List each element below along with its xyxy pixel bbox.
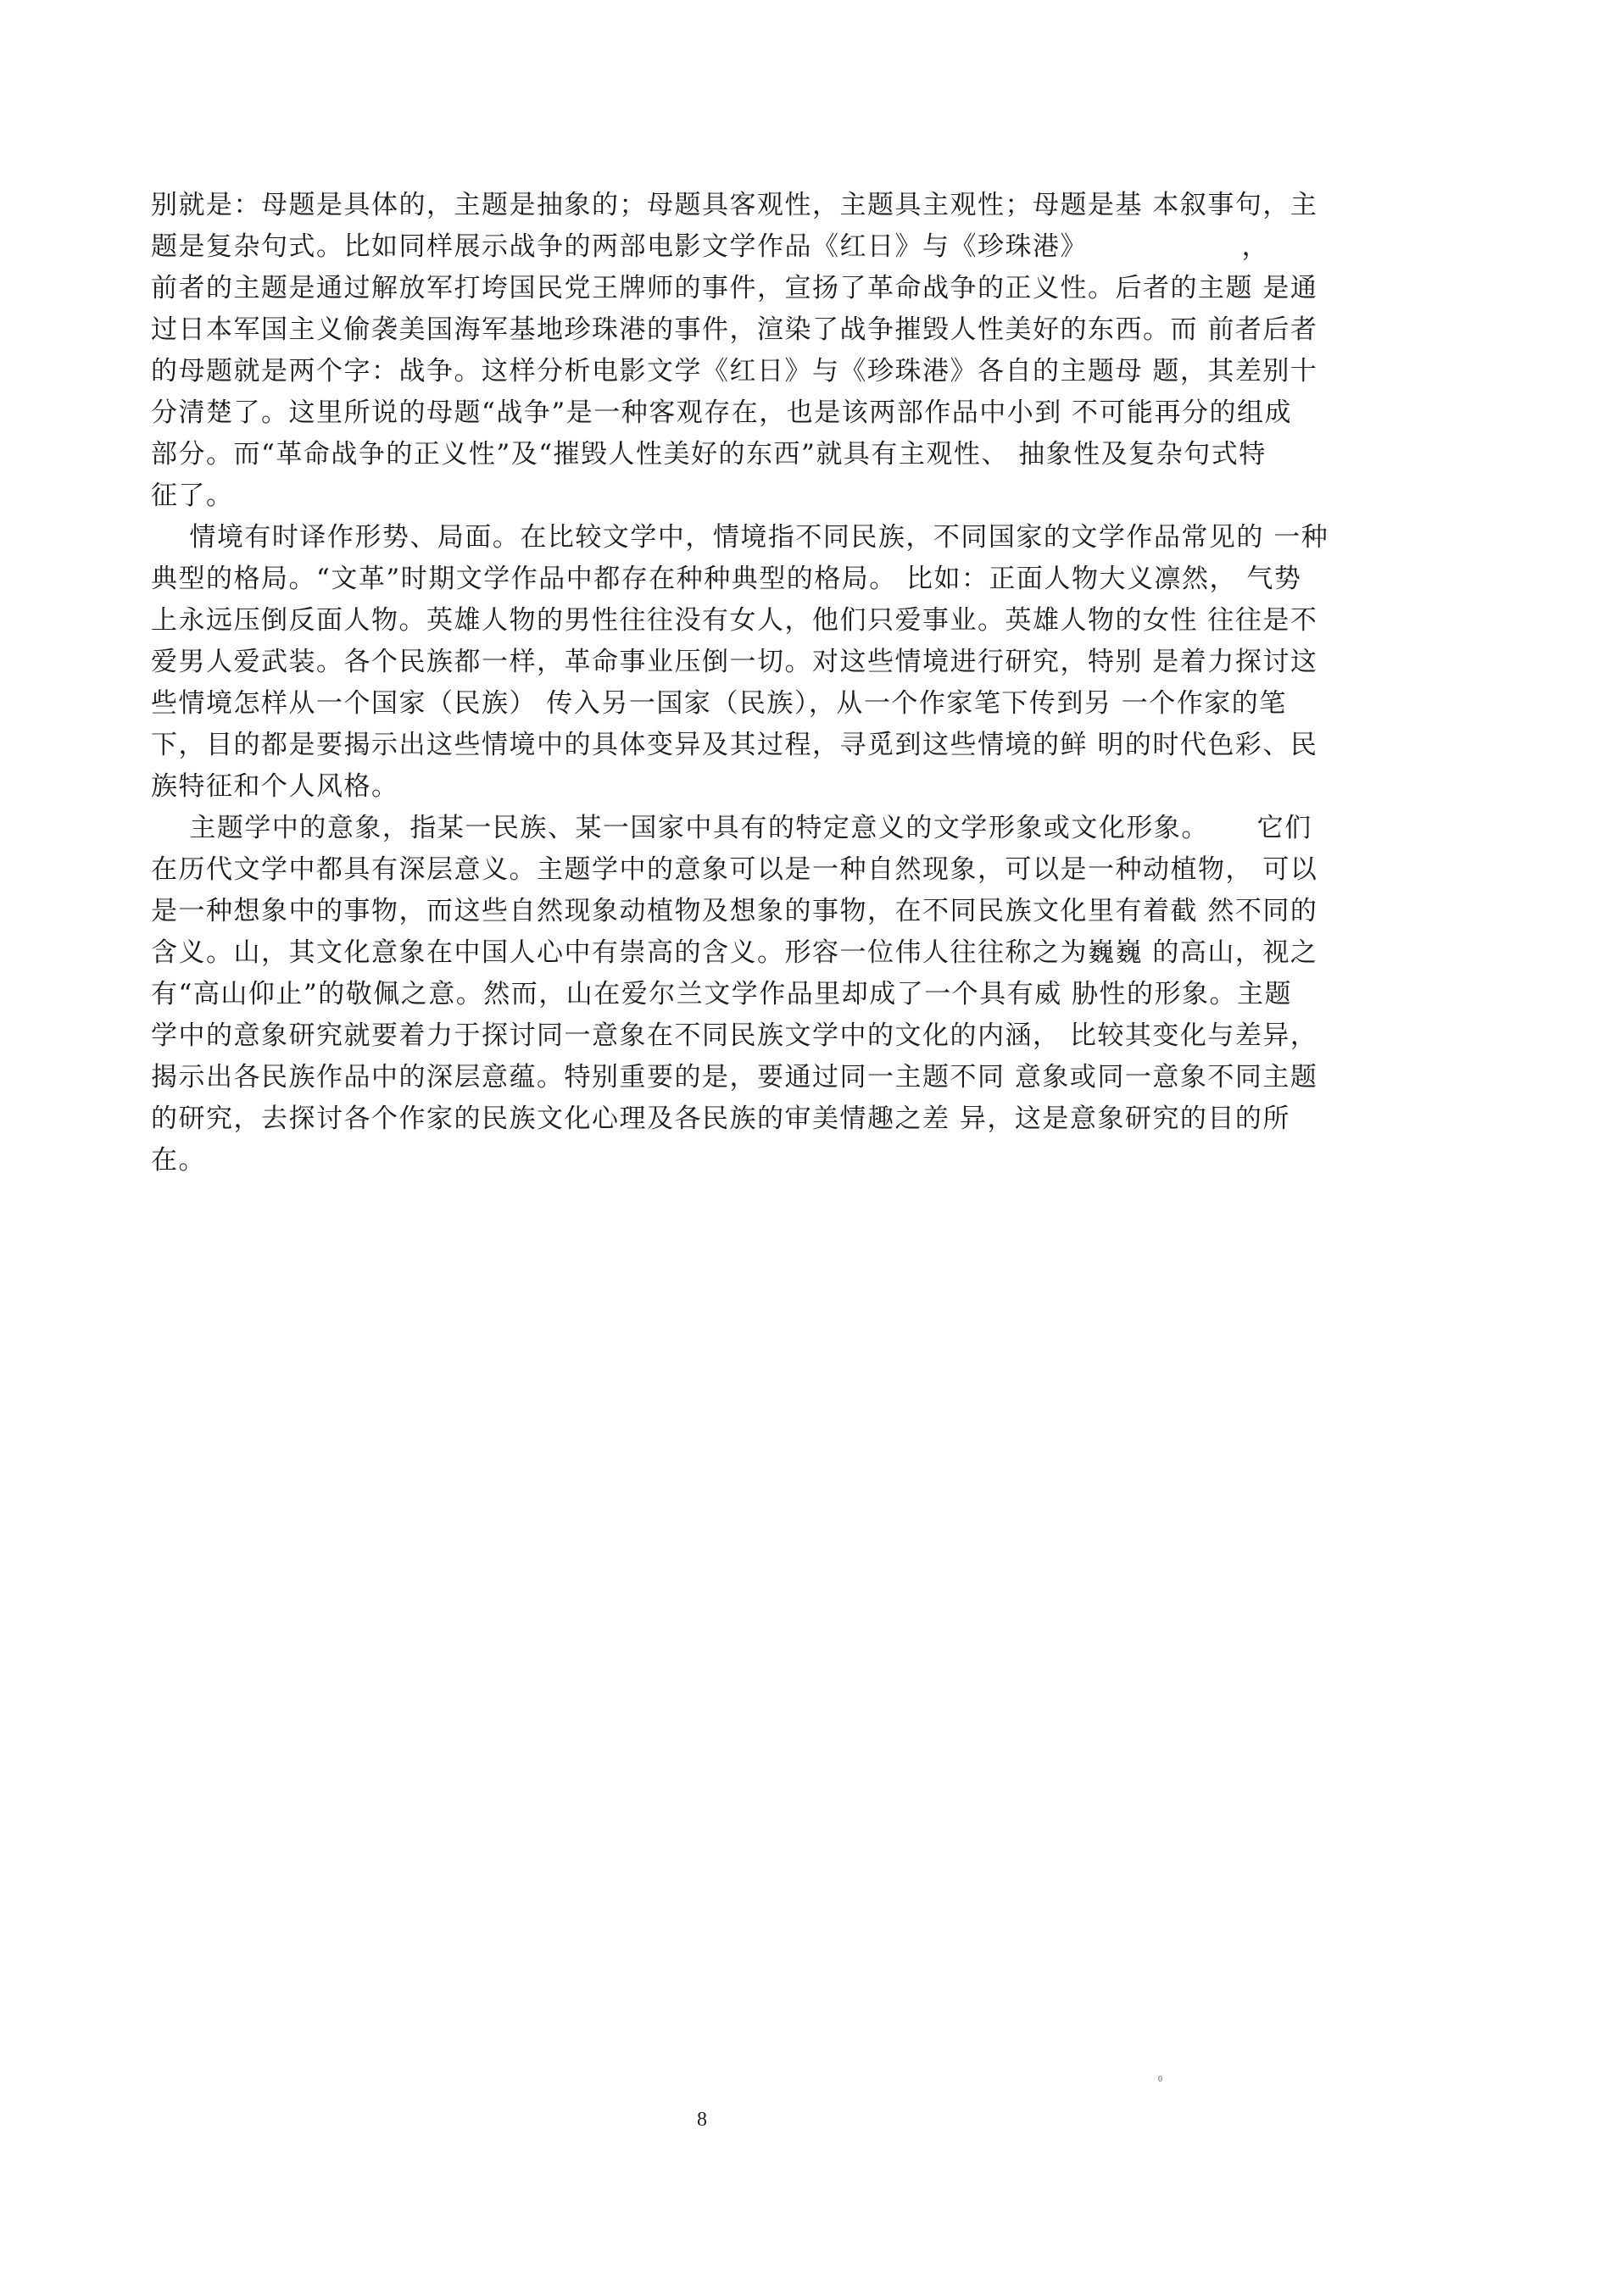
text-line: 情境有时译作形势、局面。在比较文学中，情境指不同民族，不同国家的文学作品常见的 一种	[151, 522, 1329, 553]
body-text	[151, 185, 1470, 1181]
footer-mark: 0	[1158, 2075, 1162, 2084]
text-line: 分清楚了。这里所说的母题“战争”是一种客观存在，也是该两部作品中小到 不可能再分的组成	[151, 397, 1293, 428]
text-line: 过日本军国主义偷袭美国海军基地珍珠港的事件，渲染了战争摧毁人性美好的东西。而 前者后者	[151, 314, 1318, 345]
text-line: 是一种想象中的事物，而这些自然现象动植物及想象的事物，在不同民族文化里有着截 然不同的	[151, 896, 1318, 926]
text-line: 的研究，去探讨各个作家的民族文化心理及各民族的审美情趣之差 异，这是意象研究的目的所	[151, 1104, 1290, 1134]
text-line: 些情境怎样从一个国家（民族） 传入另一国家（民族），从一个作家笔下传到另 一个作家的笔	[151, 688, 1287, 719]
text-line: 的母题就是两个字：战争。这样分析电影文学《红日》与《珍珠港》各自的主题母 题，其差别十	[151, 356, 1318, 386]
text-line: 前者的主题是通过解放军打垮国民党王牌师的事件，宣扬了革命战争的正义性。后者的主题 是通	[151, 273, 1318, 303]
text-line: 在历代文学中都具有深层意义。主题学中的意象可以是一种自然现象，可以是一种动植物， 可以	[151, 854, 1318, 885]
text-line: 含义。山，其文化意象在中国人心中有崇高的含义。形容一位伟人往往称之为巍巍 的高山，视之	[151, 937, 1318, 968]
text-line: 主题学中的意象，指某一民族、某一国家中具有的特定意义的文学形象或文化形象。 它们	[151, 813, 1312, 843]
text-line: 爱男人爱武装。各个民族都一样，革命事业压倒一切。对这些情境进行研究，特别 是着力探讨这	[151, 647, 1318, 677]
text-line: 征了。	[151, 481, 234, 511]
text-line: 学中的意象研究就要着力于探讨同一意象在不同民族文学中的文化的内涵， 比较其变化与差异，	[151, 1020, 1318, 1051]
text-line: 下，目的都是要揭示出这些情境中的具体变异及其过程，寻觅到这些情境的鲜 明的时代色彩、民	[151, 730, 1318, 760]
text-line: 别就是：母题是具体的，主题是抽象的；母题具客观性，主题具主观性；母题是基 本叙事句，主	[151, 190, 1318, 220]
text-line: 部分。而“革命战争的正义性”及“摧毁人性美好的东西”就具有主观性、 抽象性及复杂句式特	[151, 439, 1267, 470]
text-line: 族特征和个人风格。	[151, 771, 399, 802]
text-line: 有“高山仰止”的敬佩之意。然而，山在爱尔兰文学作品里却成了一个具有威 胁性的形象。主题	[151, 979, 1293, 1009]
text-line: 揭示出各民族作品中的深层意蕴。特别重要的是，要通过同一主题不同 意象或同一意象不同主题	[151, 1062, 1318, 1092]
text-line: 在。	[151, 1145, 206, 1176]
text-line: 上永远压倒反面人物。英雄人物的男性往往没有女人，他们只爱事业。英雄人物的女性 往往是不	[151, 605, 1318, 636]
text-line: 典型的格局。“文革”时期文学作品中都存在种种典型的格局。 比如：正面人物大义凛然， 气势	[151, 564, 1302, 594]
page-number: 8	[697, 2109, 707, 2131]
text-line: 题是复杂句式。比如同样展示战争的两部电影文学作品《红日》与《珍珠港》 ，	[151, 231, 1270, 262]
